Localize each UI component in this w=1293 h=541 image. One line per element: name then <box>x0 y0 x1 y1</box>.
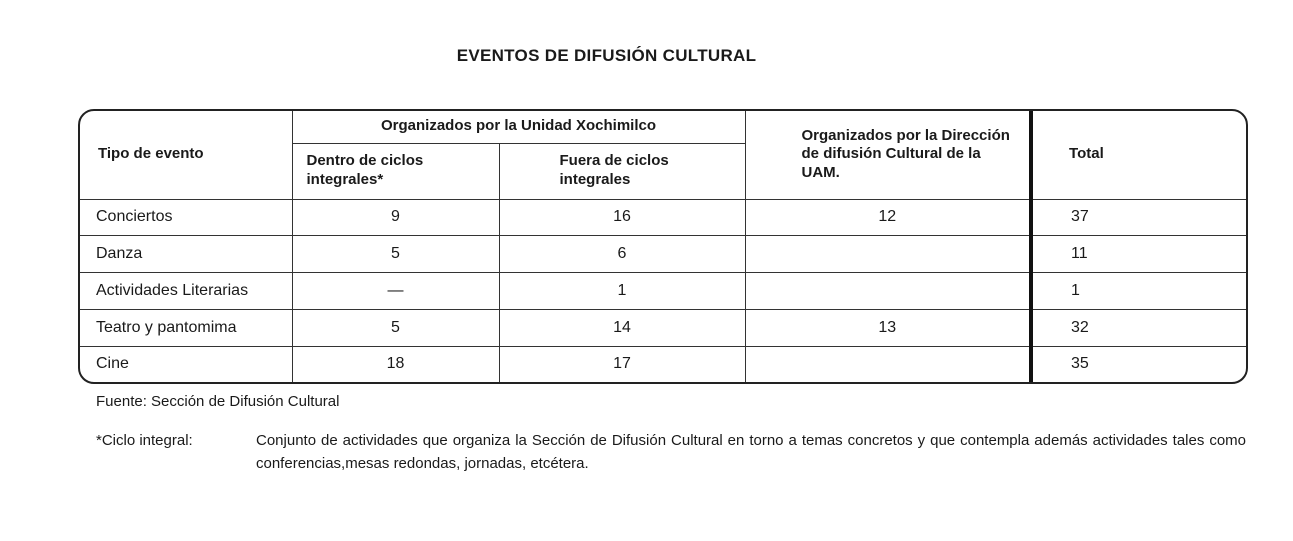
table-row <box>80 236 1248 273</box>
cell-total: 11 <box>1031 236 1248 273</box>
footnote-label: *Ciclo integral: <box>96 432 193 449</box>
col-header-unidad-xochimilco: Organizados por la Unidad Xochimilco <box>292 111 745 143</box>
cell-dentro: 5 <box>292 309 499 346</box>
row-label: Danza <box>80 236 292 273</box>
table-row <box>80 273 1248 310</box>
row-label: Actividades Literarias <box>80 273 292 310</box>
cell-dentro: 18 <box>292 346 499 382</box>
events-table <box>80 111 1248 382</box>
cell-fuera: 14 <box>499 309 745 346</box>
table-row <box>80 309 1248 346</box>
col-header-tipo: Tipo de evento <box>80 111 292 199</box>
cell-direccion <box>745 346 1031 382</box>
col-header-fuera: Fuera de ciclos integrales <box>499 143 745 199</box>
source-note: Fuente: Sección de Difusión Cultural <box>96 393 340 410</box>
table-row <box>80 199 1248 236</box>
row-label: Cine <box>80 346 292 382</box>
cell-total: 35 <box>1031 346 1248 382</box>
page-title: EVENTOS DE DIFUSIÓN CULTURAL <box>456 46 757 65</box>
cell-total: 1 <box>1031 273 1248 310</box>
cell-dentro: — <box>292 273 499 310</box>
col-header-direccion: Organizados por la Dirección de difusión Cultural de la UAM. <box>745 111 1031 199</box>
col-header-total: Total <box>1031 111 1248 199</box>
cell-direccion <box>745 236 1031 273</box>
col-header-dentro: Dentro de ciclos integrales* <box>292 143 499 199</box>
cell-direccion: 13 <box>745 309 1031 346</box>
cell-fuera: 16 <box>499 199 745 236</box>
cell-dentro: 9 <box>292 199 499 236</box>
header-row-1 <box>80 111 1248 143</box>
events-table-container <box>78 109 1248 384</box>
cell-fuera: 6 <box>499 236 745 273</box>
row-label: Conciertos <box>80 199 292 236</box>
cell-direccion: 12 <box>745 199 1031 236</box>
footnote <box>96 430 1246 475</box>
footnote-text: Conjunto de actividades que organiza la Sección de Difusión Cultural en torno a temas concretos y que contempla además actividades tales como conferencias,mesas redondas, jornadas, etcétera. <box>256 432 1246 472</box>
cell-fuera: 1 <box>499 273 745 310</box>
cell-total: 37 <box>1031 199 1248 236</box>
cell-dentro: 5 <box>292 236 499 273</box>
table-row <box>80 346 1248 382</box>
row-label: Teatro y pantomima <box>80 309 292 346</box>
cell-fuera: 17 <box>499 346 745 382</box>
cell-direccion <box>745 273 1031 310</box>
cell-total: 32 <box>1031 309 1248 346</box>
